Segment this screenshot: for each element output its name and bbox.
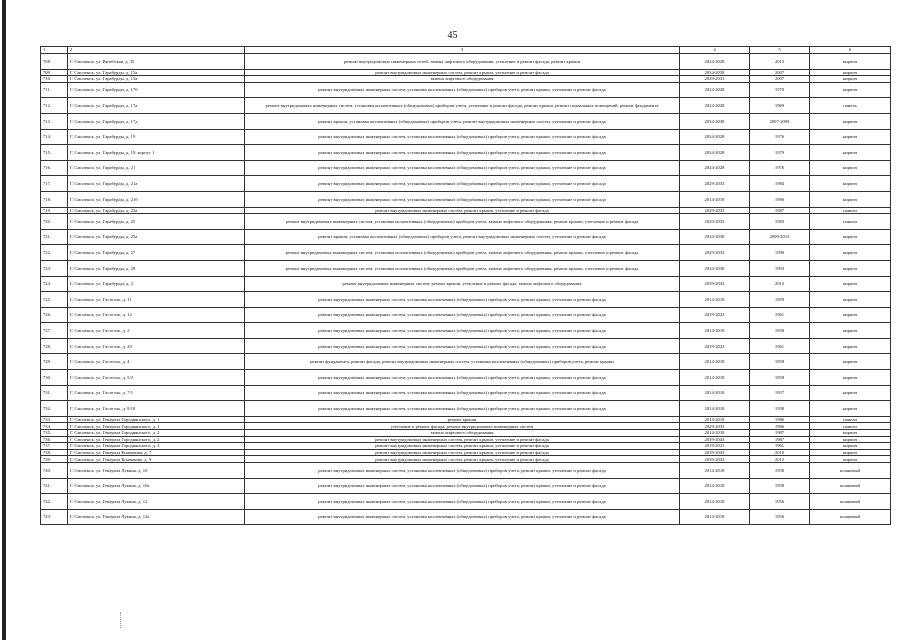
cell-material: кирпич [810, 260, 891, 276]
cell-material: кирпич [810, 449, 891, 456]
cell-year: 2009-2013 [750, 229, 810, 245]
cell-period: 2024-2028 [680, 82, 750, 98]
cell-year: 2007-2009 [750, 113, 810, 129]
header-col-1: 1 [41, 47, 68, 54]
cell-period: 2029-2033 [680, 76, 750, 83]
cell-period: 2029-2033 [680, 245, 750, 261]
cell-material: кирпич [810, 456, 891, 463]
cell-period: 2014-2018 [680, 430, 750, 437]
cell-works: утепление и ремонт фасада, ремонт внутридомовых инженерных систем [245, 423, 680, 430]
cell-number: 721. [41, 229, 68, 245]
cell-year: 1956 [750, 494, 810, 510]
cell-material: кирпич [810, 401, 891, 417]
cell-number: 741. [41, 478, 68, 494]
cell-works: ремонт внутридомовых инженерных систем, установка коллективных (общедомовых) приборов учета, ремонт крыши, утепление и ремонт фасада [245, 494, 680, 510]
cell-material: панель [810, 98, 891, 114]
cell-address: Г. Смоленск, ул. Генерала Лукина, д. 10 [68, 463, 245, 479]
cell-number: 714. [41, 129, 68, 145]
cell-works: замена лифтового оборудования [245, 76, 680, 83]
cell-period: 2029-2033 [680, 176, 750, 192]
cell-works: ремонт внутридомовых инженерных систем, установка коллективных (общедомовых) приборов учета, ремонт крыши, утепление и ремонт фасада [245, 292, 680, 308]
cell-year: 1958 [750, 478, 810, 494]
table-row [41, 276, 891, 292]
cell-year: 1990 [750, 245, 810, 261]
cell-material: кирпич [810, 69, 891, 76]
cell-number: 729. [41, 354, 68, 370]
cell-address: Г. Смоленск, ул. Гарабурды, д. 21 [68, 160, 245, 176]
cell-works: ремонт внутридомовых инженерных систем, установка коллективных (общедомовых) приборов учета, ремонт крыши, утепление и ремонт фасада [245, 176, 680, 192]
cell-address: Г. Смоленск, ул. Гастелло, д. 20 [68, 338, 245, 354]
cell-works: ремонт крыши, установка коллективных (общедомовых) приборов учета, ремонт внутридомовых инженерных систем, утепление и ремонт фасада [245, 229, 680, 245]
cell-material: панели [810, 423, 891, 430]
table-row [41, 443, 891, 450]
cell-period: 2034-2038 [680, 229, 750, 245]
cell-number: 725. [41, 292, 68, 308]
cell-period: 2034-2038 [680, 260, 750, 276]
cell-number: 715. [41, 145, 68, 161]
cell-period: 2019-2023 [680, 443, 750, 450]
cell-number: 712. [41, 98, 68, 114]
table-row [41, 338, 891, 354]
cell-works: ремонт крыши [245, 416, 680, 423]
table-row [41, 494, 891, 510]
cell-material: кирпич [810, 145, 891, 161]
table-row [41, 191, 891, 207]
table-row [41, 436, 891, 443]
cell-year: 1958 [750, 323, 810, 339]
cell-number: 728. [41, 338, 68, 354]
cell-year: 1984 [750, 176, 810, 192]
cell-period: 2024-2028 [680, 98, 750, 114]
cell-material: кирпич [810, 430, 891, 437]
cell-period: 2014-2018 [680, 463, 750, 479]
cell-works: ремонт внутридомовых инженерных систем, установка коллективных (общедомовых) приборов учета, ремонт крыши, утепление и ремонт фасада [245, 129, 680, 145]
table-row [41, 229, 891, 245]
cell-works: ремонт крыши, установка коллективных (общедомовых) приборов учета, ремонт внутридомовых инженерных систем, утепление и ремонт фасада [245, 113, 680, 129]
cell-material: кирпич [810, 292, 891, 308]
table-row [41, 113, 891, 129]
cell-material: кирпич [810, 113, 891, 129]
cell-material: кирпич [810, 323, 891, 339]
cell-number: 726. [41, 307, 68, 323]
cell-material: кирпич [810, 191, 891, 207]
cell-number: 733. [41, 416, 68, 423]
table-row [41, 82, 891, 98]
cell-number: 720. [41, 214, 68, 230]
cell-works: ремонт внутридомовых инженерных систем, установка коллективных (общедомовых) приборов учета, ремонт крыши, утепление и ремонт фасада [245, 478, 680, 494]
table-row [41, 54, 891, 70]
cell-year: 1961 [750, 307, 810, 323]
cell-period: 2014-2018 [680, 494, 750, 510]
cell-material: кирпич [810, 82, 891, 98]
cell-year: 1961 [750, 443, 810, 450]
cell-works: ремонт внутридомовых инженерных систем, установка коллективных (общедомовых) приборов учета, ремонт крыши, утепление и ремонт фасада [245, 370, 680, 386]
cell-material: шлаковый [810, 509, 891, 525]
table-row [41, 145, 891, 161]
cell-address: Г. Смоленск, ул. Генерала Городнянского, д. 2 [68, 430, 245, 437]
cell-number: 719. [41, 207, 68, 214]
scan-left-edge [2, 0, 6, 640]
cell-number: 708. [41, 54, 68, 70]
cell-material: панели [810, 207, 891, 214]
cell-period: 2034-2038 [680, 69, 750, 76]
table-row [41, 370, 891, 386]
cell-period: 2029-2033 [680, 207, 750, 214]
header-row [41, 47, 891, 54]
table-body [41, 54, 891, 525]
cell-material: кирпич [810, 129, 891, 145]
cell-address: Г. Смоленск, ул. Гарабурды, д. 27 [68, 245, 245, 261]
page-number: 45 [447, 30, 458, 41]
cell-number: 742. [41, 494, 68, 510]
cell-year: 1961 [750, 338, 810, 354]
cell-address: Г. Смоленск, ул. Гастелло, д. 4 [68, 354, 245, 370]
cell-period: 2014-2018 [680, 191, 750, 207]
table-row [41, 69, 891, 76]
cell-year: 1993 [750, 260, 810, 276]
header-col-6: 6 [810, 47, 891, 54]
table-row [41, 260, 891, 276]
cell-material: кирпич [810, 307, 891, 323]
cell-period: 2039-2043 [680, 276, 750, 292]
table-row [41, 307, 891, 323]
cell-address: Г. Смоленск, ул. Гарабурды, д. 25 [68, 214, 245, 230]
cell-period: 2019-2023 [680, 338, 750, 354]
cell-works: ремонт внутридомовых инженерных систем, ремонт крыши, утепление и ремонт фасада, замена лифтового оборудования [245, 276, 680, 292]
cell-number: 735. [41, 430, 68, 437]
table-row [41, 463, 891, 479]
table-row [41, 478, 891, 494]
cell-number: 718. [41, 191, 68, 207]
header-col-4: 4 [680, 47, 750, 54]
cell-address: Г. Смоленск, ул. Генерала Лукина, д. 12а [68, 509, 245, 525]
cell-period: 2039-2043 [680, 449, 750, 456]
cell-works: ремонт внутридомовых инженерных систем, ремонт крыши, утепление и ремонт фасада [245, 436, 680, 443]
cell-material: панели [810, 214, 891, 230]
cell-material: кирпич [810, 436, 891, 443]
cell-works: ремонт фундамента, ремонт фасада, ремонт внутридомовых инженерных систем, установка коллективных (общедомовых) приборов учета, ремонт крыши [245, 354, 680, 370]
cell-number: 734. [41, 423, 68, 430]
table-row [41, 416, 891, 423]
cell-period: 2024-2028 [680, 54, 750, 70]
cell-works: ремонт внутридомовых инженерных систем, установка коллективных (общедомовых) приборов учета, утепление и ремонт фасада, ремонт крыши, ремонт подвальных помещений, ремонт фундамента [245, 98, 680, 114]
table-row [41, 323, 891, 339]
cell-number: 709. [41, 69, 68, 76]
cell-year: 2010 [750, 449, 810, 456]
cell-address: Г. Смоленск, ул. Гарабурды, д. 25а [68, 229, 245, 245]
cell-address: Г. Смоленск, ул. Гарабурды, д. 17а [68, 98, 245, 114]
cell-address: Г. Смоленск, ул. Гарабурды, д. 21а [68, 176, 245, 192]
table-header [41, 47, 891, 54]
cell-works: ремонт внутридомовых инженерных систем, ремонт крыши, утепление и ремонт фасада [245, 456, 680, 463]
cell-address: Г. Смоленск, ул. Генерала Городнянского, д. 3 [68, 443, 245, 450]
cell-address: Г. Смоленск, ул. Гастелло, д. 5/2 [68, 370, 245, 386]
cell-address: Г. Смоленск, ул. Генерала Городнянского, д. 2 [68, 436, 245, 443]
table-row [41, 245, 891, 261]
cell-address: Г. Смоленск, ул. Генерала Городнянского, д. 1 [68, 423, 245, 430]
cell-material: кирпич [810, 354, 891, 370]
cell-works: ремонт внутридомовых инженерных систем, ремонт крыши, утепление и ремонт фасада [245, 449, 680, 456]
cell-number: 739. [41, 456, 68, 463]
cell-period: 2014-2018 [680, 354, 750, 370]
cell-number: 724. [41, 276, 68, 292]
table-row [41, 449, 891, 456]
cell-period: 2014-2018 [680, 416, 750, 423]
cell-period: 2014-2018 [680, 292, 750, 308]
cell-works: ремонт внутридомовых инженерных систем, установка коллективных (общедомовых) приборов учета, ремонт крыши, утепление и ремонт фасада [245, 323, 680, 339]
cell-works: ремонт внутридомовых инженерных систем, установка коллективных (общедомовых) приборов учета, ремонт крыши, утепление и ремонт фасада [245, 160, 680, 176]
cell-address: Г. Смоленск, ул. Гарабурды, д. 23а [68, 207, 245, 214]
cell-material: кирпич [810, 443, 891, 450]
cell-address: Г. Смоленск, ул. Гарабурды, д. 21б [68, 191, 245, 207]
cell-period: 2034-2038 [680, 113, 750, 129]
cell-year: 1957 [750, 385, 810, 401]
cell-address: Г. Смоленск, ул. Гастелло, д. 7/1 [68, 385, 245, 401]
cell-number: 716. [41, 160, 68, 176]
cell-number: 730. [41, 370, 68, 386]
cell-year: 1987 [750, 207, 810, 214]
cell-address: Г. Смоленск, ул. Генерала Коненкова, д. 7 [68, 449, 245, 456]
cell-year: 2012 [750, 456, 810, 463]
table-row [41, 76, 891, 83]
cell-material: кирпич [810, 160, 891, 176]
cell-material: кирпич [810, 370, 891, 386]
cell-period: 2024-2028 [680, 160, 750, 176]
cell-number: 736. [41, 436, 68, 443]
cell-material: шлаковый [810, 478, 891, 494]
repair-schedule-table [40, 46, 891, 525]
cell-period: 2039-2043 [680, 436, 750, 443]
cell-number: 743. [41, 509, 68, 525]
table-row [41, 456, 891, 463]
cell-year: 2007 [750, 76, 810, 83]
cell-number: 717. [41, 176, 68, 192]
cell-period: 2014-2018 [680, 401, 750, 417]
cell-material: кирпич [810, 229, 891, 245]
cell-works: ремонт внутридомовых инженерных систем, установка коллективных (общедомовых) приборов учета, ремонт крыши, утепление и ремонт фасада [245, 509, 680, 525]
cell-period: 2014-2018 [680, 323, 750, 339]
header-col-2: 2 [68, 47, 245, 54]
cell-year: 1976 [750, 129, 810, 145]
cell-address: Г. Смоленск, ул. Генерала Лукина, д. 12 [68, 494, 245, 510]
cell-number: 722. [41, 245, 68, 261]
cell-material: кирпич [810, 338, 891, 354]
cell-material: кирпич [810, 54, 891, 70]
table-row [41, 129, 891, 145]
cell-year: 1986 [750, 423, 810, 430]
cell-number: 713. [41, 113, 68, 129]
cell-material: кирпич [810, 245, 891, 261]
cell-period: 2039-2043 [680, 456, 750, 463]
table-row [41, 214, 891, 230]
cell-period: 2024-2028 [680, 145, 750, 161]
cell-address: Г. Смоленск, ул. Гастелло, д. 11 [68, 292, 245, 308]
cell-works: ремонт внутридомовых инженерных систем, установка коллективных (общедомовых) приборов учета, ремонт крыши, утепление и ремонт фасада [245, 191, 680, 207]
cell-material: кирпич [810, 385, 891, 401]
cell-address: Г. Смоленск, ул. Витебская, д. 35 [68, 54, 245, 70]
cell-material: кирпич [810, 276, 891, 292]
cell-address: Г. Смоленск, ул. Генерала Городнянского, д. 1 [68, 416, 245, 423]
cell-year: 1969 [750, 98, 810, 114]
cell-number: 732. [41, 401, 68, 417]
table-row [41, 401, 891, 417]
scan-artifact [120, 612, 123, 628]
cell-works: ремонт внутридомовых инженерных систем, установка коллективных (общедомовых) приборов учета, ремонт крыши, утепление и ремонт фасада [245, 463, 680, 479]
table-row [41, 430, 891, 437]
cell-works: ремонт внутридомовых инженерных систем, установка коллективных (общедомовых) приборов учета, ремонт крыши, утепление и ремонт фасада [245, 307, 680, 323]
cell-address: Г. Смоленск, ул. Гарабурды, д. 19, корпус 1 [68, 145, 245, 161]
cell-period: 2014-2018 [680, 478, 750, 494]
cell-address: Г. Смоленск, ул. Генерала Лукина, д. 10а [68, 478, 245, 494]
cell-year: 1959 [750, 292, 810, 308]
table-row [41, 509, 891, 525]
cell-works: ремонт внутридомовых инженерных систем, установка коллективных (общедомовых) приборов учета, ремонт крыши, утепление и ремонт фасада [245, 385, 680, 401]
cell-year: 1958 [750, 370, 810, 386]
table-row [41, 423, 891, 430]
cell-address: Г. Смоленск, ул. Гарабурды, д. 3 [68, 276, 245, 292]
cell-works: ремонт внутридомовых инженерных систем, ремонт крыши, утепление и ремонт фасада [245, 443, 680, 450]
cell-period: 2014-2018 [680, 509, 750, 525]
table-row [41, 292, 891, 308]
cell-year: 1983 [750, 214, 810, 230]
cell-number: 711. [41, 82, 68, 98]
table-row [41, 176, 891, 192]
cell-number: 710. [41, 76, 68, 83]
cell-address: Г. Смоленск, ул. Генерала Коненкова, д. 9 [68, 456, 245, 463]
cell-address: Г. Смоленск, ул. Гарабурды, д. 19 [68, 129, 245, 145]
cell-year: 1987 [750, 430, 810, 437]
table-row [41, 98, 891, 114]
cell-address: Г. Смоленск, ул. Гарабурды, д. 15а [68, 69, 245, 76]
cell-period: 2014-2018 [680, 385, 750, 401]
cell-period: 2024-2028 [680, 129, 750, 145]
cell-year: 1979 [750, 145, 810, 161]
cell-year: 1958 [750, 401, 810, 417]
cell-address: Г. Смоленск, ул. Гастелло, д. 12 [68, 307, 245, 323]
cell-works: ремонт внутридомовых инженерных систем, установка коллективных (общедомовых) приборов учета, замена лифтового оборудования, ремонт крыши, утепление и ремонт фасада [245, 260, 680, 276]
cell-address: Г. Смоленск, ул. Гастелло, д. 2 [68, 323, 245, 339]
cell-material: шлаковый [810, 463, 891, 479]
table-row [41, 354, 891, 370]
table-row [41, 160, 891, 176]
cell-address: Г. Смоленск, ул. Гарабурды, д. 29 [68, 260, 245, 276]
table-container [40, 46, 860, 525]
cell-works: ремонт внутридомовых инженерных систем, установка коллективных (общедомовых) приборов учета, ремонт крыши, утепление и ремонт фасада [245, 401, 680, 417]
cell-number: 737. [41, 443, 68, 450]
cell-address: Г. Смоленск, ул. Гастелло, д. 9/10 [68, 401, 245, 417]
cell-year: 1956 [750, 509, 810, 525]
cell-year: 1987 [750, 436, 810, 443]
cell-year: 1958 [750, 354, 810, 370]
cell-number: 727. [41, 323, 68, 339]
cell-number: 740. [41, 463, 68, 479]
cell-works: ремонт внутридомовых инженерных систем, ремонт крыши, утепление и ремонт фасада [245, 207, 680, 214]
cell-works: ремонт внутридомовых инженерных систем, установка коллективных (общедомовых) приборов учета, ремонт крыши, утепление и ремонт фасада [245, 338, 680, 354]
cell-number: 723. [41, 260, 68, 276]
cell-address: Г. Смоленск, ул. Гарабурды, д. 17б [68, 82, 245, 98]
cell-period: 2019-2023 [680, 307, 750, 323]
cell-period: 2014-2018 [680, 370, 750, 386]
cell-year: 1986 [750, 191, 810, 207]
cell-material: кирпич [810, 176, 891, 192]
cell-address: Г. Смоленск, ул. Гарабурды, д. 17д [68, 113, 245, 129]
cell-works: замена лифтового оборудования [245, 430, 680, 437]
cell-works: ремонт внутридомовых инженерных систем, установка коллективных (общедомовых) приборов учета, замена лифтового оборудования, ремонт крыши, утепление и ремонт фасада [245, 245, 680, 261]
cell-year: 2013 [750, 276, 810, 292]
cell-address: Г. Смоленск, ул. Гарабурды, д. 15а [68, 76, 245, 83]
table-row [41, 385, 891, 401]
table-row [41, 207, 891, 214]
cell-works: ремонт внутридомовых инженерных систем, установка коллективных (общедомовых) приборов учета, замена лифтового оборудования, ремонт крыши, утепление и ремонт фасада [245, 214, 680, 230]
cell-works: ремонт внутридомовых инженерных сетей, замена лифтового оборудования, утепление и ремонт фасада, ремонт крыши [245, 54, 680, 70]
cell-year: 1958 [750, 463, 810, 479]
cell-year: 2007 [750, 69, 810, 76]
cell-number: 738. [41, 449, 68, 456]
cell-material: шлаковый [810, 494, 891, 510]
cell-number: 731. [41, 385, 68, 401]
cell-year: 1970 [750, 82, 810, 98]
cell-material: панели [810, 416, 891, 423]
cell-period: 2029-2033 [680, 423, 750, 430]
header-col-5: 5 [750, 47, 810, 54]
cell-year: 1976 [750, 160, 810, 176]
cell-material: кирпич [810, 76, 891, 83]
cell-works: ремонт внутридомовых инженерных систем, установка коллективных (общедомовых) приборов учета, ремонт крыши, утепление и ремонт фасада [245, 82, 680, 98]
cell-year: 2013 [750, 54, 810, 70]
cell-year: 1986 [750, 416, 810, 423]
cell-works: ремонт внутридомовых инженерных систем, ремонт крыши, утепление и ремонт фасада [245, 69, 680, 76]
cell-period: 2029-2033 [680, 214, 750, 230]
header-col-3: 3 [245, 47, 680, 54]
cell-works: ремонт внутридомовых инженерных систем, установка коллективных (общедомовых) приборов учета, ремонт крыши, утепление и ремонт фасада [245, 145, 680, 161]
